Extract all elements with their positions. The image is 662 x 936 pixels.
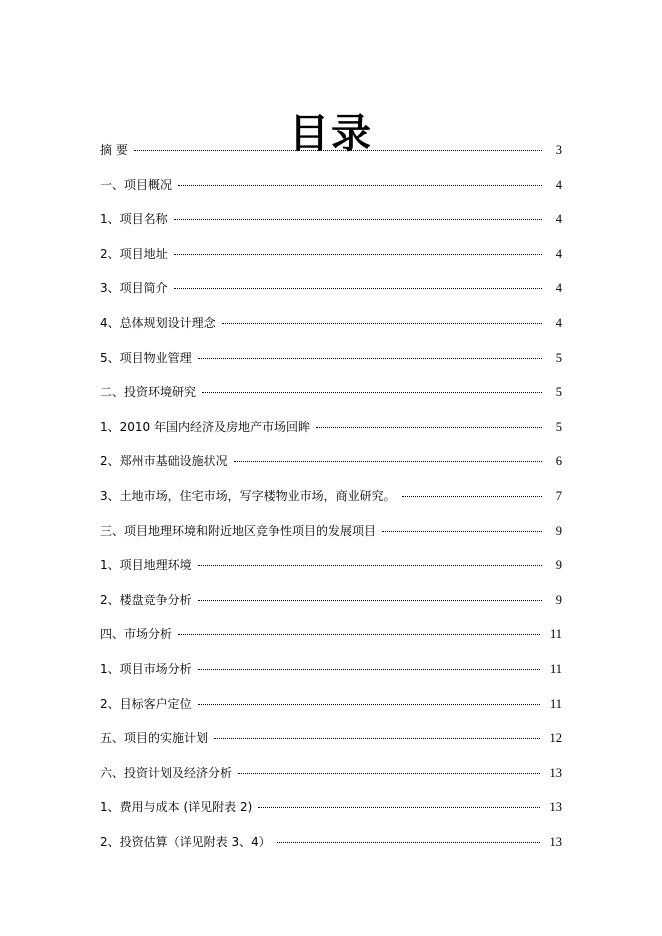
toc-entry-label: 2、投资估算（详见附表 3、4） — [100, 834, 271, 849]
table-of-contents — [100, 138, 562, 864]
toc-dot-leader — [174, 219, 542, 220]
toc-dot-leader — [402, 496, 542, 497]
toc-dot-leader — [382, 531, 542, 532]
toc-page-number: 11 — [549, 627, 562, 642]
toc-entry-label: 1、项目地理环境 — [100, 558, 192, 573]
toc-entry-label: 3、项目简介 — [100, 281, 168, 296]
toc-dot-leader — [134, 150, 542, 151]
toc-page-number: 12 — [549, 731, 562, 746]
toc-dot-leader — [238, 773, 539, 774]
page-title: 目录 — [289, 110, 373, 157]
toc-dot-leader — [234, 461, 542, 462]
toc-entry-planning-concept[interactable] — [100, 311, 562, 346]
toc-page-number: 4 — [555, 281, 562, 296]
toc-entry-label: 一、项目概况 — [100, 177, 173, 192]
toc-page-number: 9 — [555, 592, 562, 607]
toc-entry-label: 2、楼盘竞争分析 — [100, 592, 192, 607]
toc-entry-label: 2、目标客户定位 — [100, 696, 192, 711]
toc-page-number: 4 — [555, 177, 562, 192]
toc-entry-project-market-analysis[interactable] — [100, 657, 562, 692]
toc-dot-leader — [174, 254, 542, 255]
toc-page-number: 4 — [555, 246, 562, 261]
toc-entry-project-name[interactable] — [100, 207, 562, 242]
toc-entry-label: 1、项目市场分析 — [100, 661, 192, 676]
toc-page-number: 4 — [555, 212, 562, 227]
toc-entry-label: 1、2010 年国内经济及房地产市场回眸 — [100, 419, 310, 434]
toc-page-number: 6 — [555, 454, 562, 469]
toc-dot-leader — [198, 358, 542, 359]
toc-entry-label: 1、项目名称 — [100, 212, 168, 227]
toc-entry-label: 摘 要 — [100, 143, 128, 157]
toc-entry-label: 二、投资环境研究 — [100, 385, 197, 400]
toc-entry-investment-plan[interactable] — [100, 761, 562, 796]
toc-entry-costs[interactable] — [100, 795, 562, 830]
toc-page-number: 9 — [555, 558, 562, 573]
toc-page-number: 4 — [555, 315, 562, 330]
toc-dot-leader — [214, 738, 539, 739]
toc-entry-2010-review[interactable] — [100, 415, 562, 450]
toc-page-number: 13 — [549, 800, 562, 815]
toc-page-number: 13 — [549, 834, 562, 849]
toc-entry-label: 4、总体规划设计理念 — [100, 315, 216, 330]
toc-entry-label: 2、项目地址 — [100, 246, 168, 261]
toc-entry-geography[interactable] — [100, 553, 562, 588]
toc-entry-market-research[interactable] — [100, 484, 562, 519]
toc-dot-leader — [222, 323, 542, 324]
toc-dot-leader — [316, 427, 542, 428]
toc-entry-label: 四、市场分析 — [100, 627, 173, 642]
toc-entry-label: 2、郑州市基础设施状况 — [100, 454, 228, 469]
toc-entry-project-intro[interactable] — [100, 276, 562, 311]
toc-dot-leader — [178, 634, 540, 635]
toc-entry-geography-competition[interactable] — [100, 519, 562, 554]
toc-dot-leader — [174, 288, 542, 289]
toc-page-number: 11 — [549, 661, 562, 676]
toc-dot-leader — [198, 565, 542, 566]
toc-entry-infrastructure[interactable] — [100, 449, 562, 484]
toc-entry-project-overview[interactable] — [100, 173, 562, 208]
toc-entry-market-analysis[interactable] — [100, 622, 562, 657]
toc-page-number: 5 — [555, 419, 562, 434]
toc-dot-leader — [258, 807, 539, 808]
toc-dot-leader — [178, 185, 542, 186]
toc-entry-label: 六、投资计划及经济分析 — [100, 765, 233, 780]
toc-page-number: 3 — [555, 143, 562, 157]
toc-entry-label: 3、土地市场，住宅市场，写字楼物业市场，商业研究。 — [100, 488, 396, 503]
toc-entry-implementation-plan[interactable] — [100, 726, 562, 761]
toc-entry-label: 5、项目物业管理 — [100, 350, 192, 365]
toc-dot-leader — [198, 600, 542, 601]
toc-entry-label: 1、费用与成本 (详见附表 2) — [100, 800, 253, 815]
toc-entry-target-customers[interactable] — [100, 692, 562, 727]
toc-entry-project-address[interactable] — [100, 242, 562, 277]
toc-page-number: 9 — [555, 523, 562, 538]
toc-entry-investment-estimate[interactable] — [100, 830, 562, 865]
toc-entry-label: 五、项目的实施计划 — [100, 731, 209, 746]
toc-dot-leader — [198, 704, 540, 705]
toc-entry-competition-analysis[interactable] — [100, 588, 562, 623]
toc-page-number: 7 — [555, 488, 562, 503]
toc-page-number: 13 — [549, 765, 562, 780]
toc-dot-leader — [277, 842, 540, 843]
toc-page-number: 5 — [555, 385, 562, 400]
toc-entry-investment-environment[interactable] — [100, 380, 562, 415]
toc-entry-abstract[interactable] — [100, 138, 562, 173]
toc-entry-label: 三、项目地理环境和附近地区竞争性项目的发展项目 — [100, 523, 377, 538]
toc-dot-leader — [202, 392, 542, 393]
toc-page-number: 5 — [555, 350, 562, 365]
toc-dot-leader — [198, 669, 540, 670]
toc-page-number: 11 — [549, 696, 562, 711]
toc-entry-property-management[interactable] — [100, 346, 562, 381]
